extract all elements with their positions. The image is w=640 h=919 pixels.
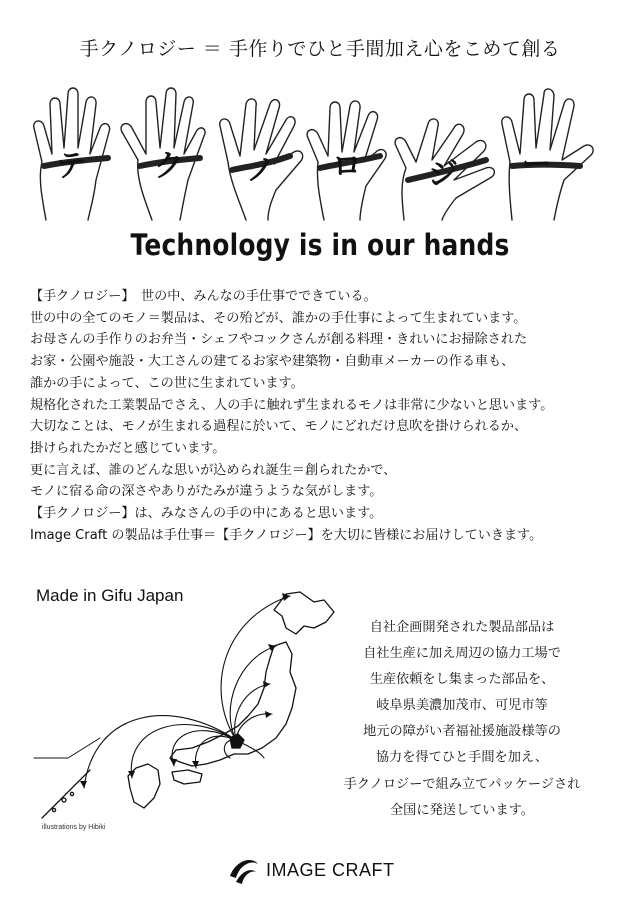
- body-line: 誰かの手によって、この世に生まれています。: [30, 375, 304, 391]
- hands-illustration: [24, 80, 616, 230]
- katakana-ji: ジ: [428, 157, 458, 192]
- body-line: 【手クノロジー】は、みなさんの手の中にあると思います。: [30, 506, 383, 522]
- footer: [0, 852, 640, 892]
- headline: Technology is in our hands: [130, 228, 510, 262]
- description-line: 全国に発送しています。: [389, 802, 534, 818]
- katakana-no: ノ: [246, 153, 276, 188]
- description-line: 協力を得てひと手間を加え、: [375, 750, 549, 766]
- body-line: 【手クノロジー】 世の中、みんなの手仕事でできている。: [30, 289, 377, 304]
- illustration-credit: illustrations by Hibiki: [42, 824, 106, 831]
- japan-map-illustration: [24, 588, 354, 838]
- katakana-ro: ロ: [332, 149, 362, 184]
- katakana-dash: ー: [522, 147, 552, 182]
- body-line: お母さんの手作りのお弁当・シェフやコックさんが創る料理・きれいにお掃除された: [30, 332, 528, 348]
- body-line: 世の中の全てのモノ＝製品は、その殆どが、誰かの手仕事によって生まれています。: [30, 310, 527, 326]
- body-paragraph: [30, 286, 630, 546]
- description-line: 手クノロジーで組み立てパッケージされ: [343, 776, 581, 792]
- body-line: モノに宿る命の深さやありがたみが違うような気がします。: [30, 484, 383, 500]
- body-line: 更に言えば、誰のどんな思いが込められ誕生＝創られたかで、: [30, 462, 397, 478]
- description-line: 岐阜県美濃加茂市、可児市等: [376, 698, 548, 714]
- made-in-label: Made in Gifu Japan: [36, 586, 184, 605]
- description-paragraph: [312, 615, 612, 824]
- katakana-ku: ク: [154, 149, 184, 184]
- body-line: 規格化された工業製品でさえ、人の手に触れず生まれるモノは非常に少ないと思います。: [30, 397, 554, 413]
- katakana-te: テ: [56, 149, 86, 184]
- description-line: 自社企画開発された製品部品は: [369, 620, 555, 635]
- description-line: 生産依頼をし集まった部品を、: [369, 672, 555, 688]
- body-line: 掛けられたかだと感じています。: [30, 440, 226, 456]
- description-line: 自社生産に加え周辺の協力工場で: [363, 646, 561, 662]
- body-line: Image Craft の製品は手仕事＝【手クノロジー】を大切に皆様にお届けしていきます。: [30, 527, 543, 543]
- page-title: 手クノロジー ＝ 手作りでひと手間加え心をこめて創る: [79, 38, 561, 60]
- body-line: 大切なことは、モノが生まれる過程に於いて、モノにどれだけ息吹を掛けられるか、: [30, 419, 528, 435]
- brand-logo-icon: [226, 852, 262, 886]
- brand-name: IMAGE CRAFT: [266, 860, 395, 880]
- body-line: お家・公園や施設・大工さんの建てるお家や建築物・自動車メーカーの作る車も、: [30, 354, 515, 370]
- description-line: 地元の障がい者福祉援施設様等の: [363, 724, 561, 740]
